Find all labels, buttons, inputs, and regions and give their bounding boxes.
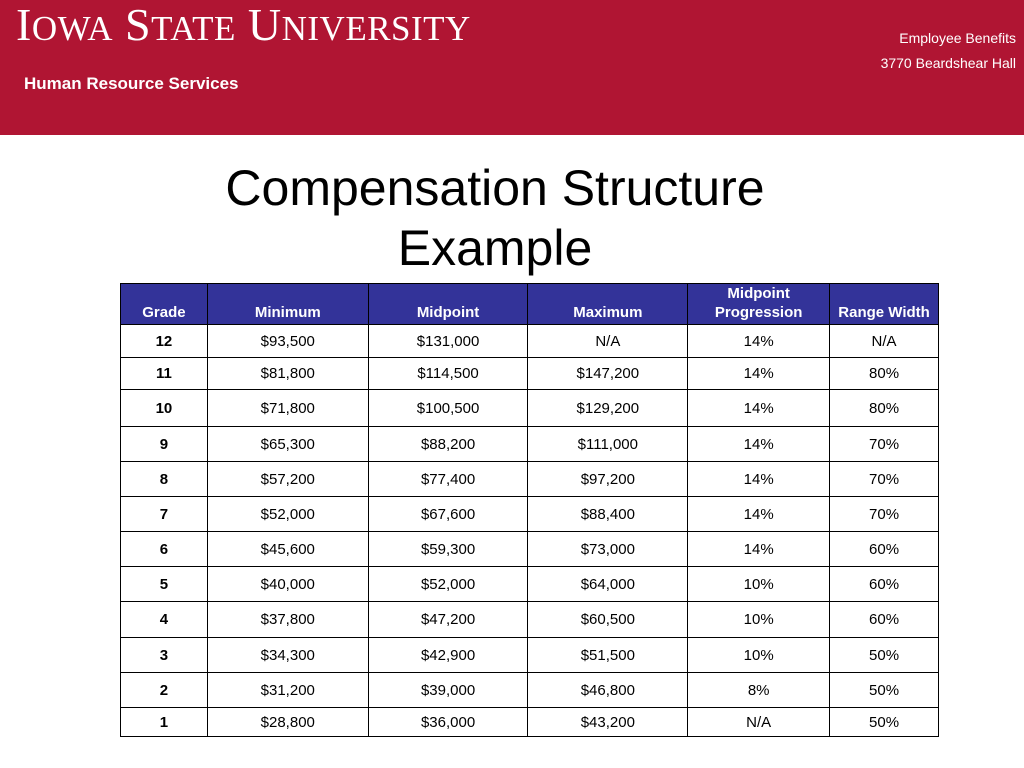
table-cell: 6	[121, 532, 208, 567]
table-cell: 10%	[688, 638, 830, 673]
contact-info	[881, 26, 1016, 76]
table-cell: 50%	[830, 708, 939, 737]
table-cell: 80%	[830, 358, 939, 390]
table-cell: N/A	[688, 708, 830, 737]
table-cell: $52,000	[368, 567, 528, 602]
column-header: Minimum	[207, 284, 368, 325]
table-cell: $131,000	[368, 325, 528, 358]
table-cell: 60%	[830, 602, 939, 638]
table-header-row	[121, 284, 939, 325]
compensation-table	[120, 283, 939, 737]
table-cell: 5	[121, 567, 208, 602]
column-header: Midpoint	[368, 284, 528, 325]
department-name: Human Resource Services	[24, 74, 239, 93]
column-header: Range Width	[830, 284, 939, 325]
table-cell: $43,200	[528, 708, 688, 737]
table-cell: $129,200	[528, 390, 688, 427]
table-row	[121, 602, 939, 638]
table-cell: 70%	[830, 462, 939, 497]
table-cell: 4	[121, 602, 208, 638]
table-cell: $93,500	[207, 325, 368, 358]
table-cell: $88,400	[528, 497, 688, 532]
table-cell: 1	[121, 708, 208, 737]
table-cell: 8%	[688, 673, 830, 708]
table-cell: 14%	[688, 325, 830, 358]
table-cell: $46,800	[528, 673, 688, 708]
table-cell: $77,400	[368, 462, 528, 497]
table-row	[121, 673, 939, 708]
table-cell: $65,300	[207, 427, 368, 462]
table-cell: $147,200	[528, 358, 688, 390]
table-row	[121, 567, 939, 602]
table-cell: 14%	[688, 358, 830, 390]
table-cell: $31,200	[207, 673, 368, 708]
table-cell: $81,800	[207, 358, 368, 390]
table-row	[121, 532, 939, 567]
table-cell: $51,500	[528, 638, 688, 673]
table-cell: $36,000	[368, 708, 528, 737]
title-line-2: Example	[397, 220, 593, 276]
table-cell: $114,500	[368, 358, 528, 390]
table-cell: $59,300	[368, 532, 528, 567]
table-cell: 11	[121, 358, 208, 390]
table-cell: $45,600	[207, 532, 368, 567]
table-cell: $60,500	[528, 602, 688, 638]
table-cell: $42,900	[368, 638, 528, 673]
table-cell: $57,200	[207, 462, 368, 497]
table-cell: $39,000	[368, 673, 528, 708]
table-cell: $64,000	[528, 567, 688, 602]
table-cell: 3	[121, 638, 208, 673]
table-cell: $88,200	[368, 427, 528, 462]
table-cell: 70%	[830, 497, 939, 532]
table-cell: 60%	[830, 567, 939, 602]
table-cell: 70%	[830, 427, 939, 462]
contact-line-2: 3770 Beardshear Hall	[880, 55, 1016, 71]
table-cell: 14%	[688, 497, 830, 532]
table-cell: 80%	[830, 390, 939, 427]
table-cell: 2	[121, 673, 208, 708]
column-header: Midpoint Progression	[688, 284, 830, 325]
table-cell: 14%	[688, 532, 830, 567]
table-cell: $71,800	[207, 390, 368, 427]
slide-title	[0, 158, 990, 278]
table-cell: 9	[121, 427, 208, 462]
column-header: Grade	[121, 284, 208, 325]
table-cell: $28,800	[207, 708, 368, 737]
table-cell: $47,200	[368, 602, 528, 638]
title-line-1: Compensation Structure	[225, 160, 765, 216]
table-cell: $97,200	[528, 462, 688, 497]
table-row	[121, 358, 939, 390]
table-cell: 10%	[688, 567, 830, 602]
table-cell: 12	[121, 325, 208, 358]
table-cell: $73,000	[528, 532, 688, 567]
table-cell: 14%	[688, 462, 830, 497]
table-cell: N/A	[528, 325, 688, 358]
table-cell: $52,000	[207, 497, 368, 532]
table-cell: N/A	[830, 325, 939, 358]
table-row	[121, 497, 939, 532]
university-logo: IOWA STATE UNIVERSITY	[16, 0, 471, 50]
table-row	[121, 427, 939, 462]
table-row	[121, 390, 939, 427]
table-cell: $40,000	[207, 567, 368, 602]
column-header: Maximum	[528, 284, 688, 325]
table-row	[121, 638, 939, 673]
table-cell: $111,000	[528, 427, 688, 462]
table-cell: 14%	[688, 427, 830, 462]
table-cell: $100,500	[368, 390, 528, 427]
table-cell: 10	[121, 390, 208, 427]
table-cell: 10%	[688, 602, 830, 638]
table-row	[121, 462, 939, 497]
table-cell: $34,300	[207, 638, 368, 673]
table-cell: 14%	[688, 390, 830, 427]
table-cell: 50%	[830, 638, 939, 673]
table-cell: $37,800	[207, 602, 368, 638]
table-cell: 8	[121, 462, 208, 497]
table-row	[121, 708, 939, 737]
table-cell: 60%	[830, 532, 939, 567]
header-banner	[0, 0, 1024, 135]
table-cell: 7	[121, 497, 208, 532]
table-cell: $67,600	[368, 497, 528, 532]
table-cell: 50%	[830, 673, 939, 708]
contact-line-1: Employee Benefits	[899, 30, 1016, 46]
table-row	[121, 325, 939, 358]
